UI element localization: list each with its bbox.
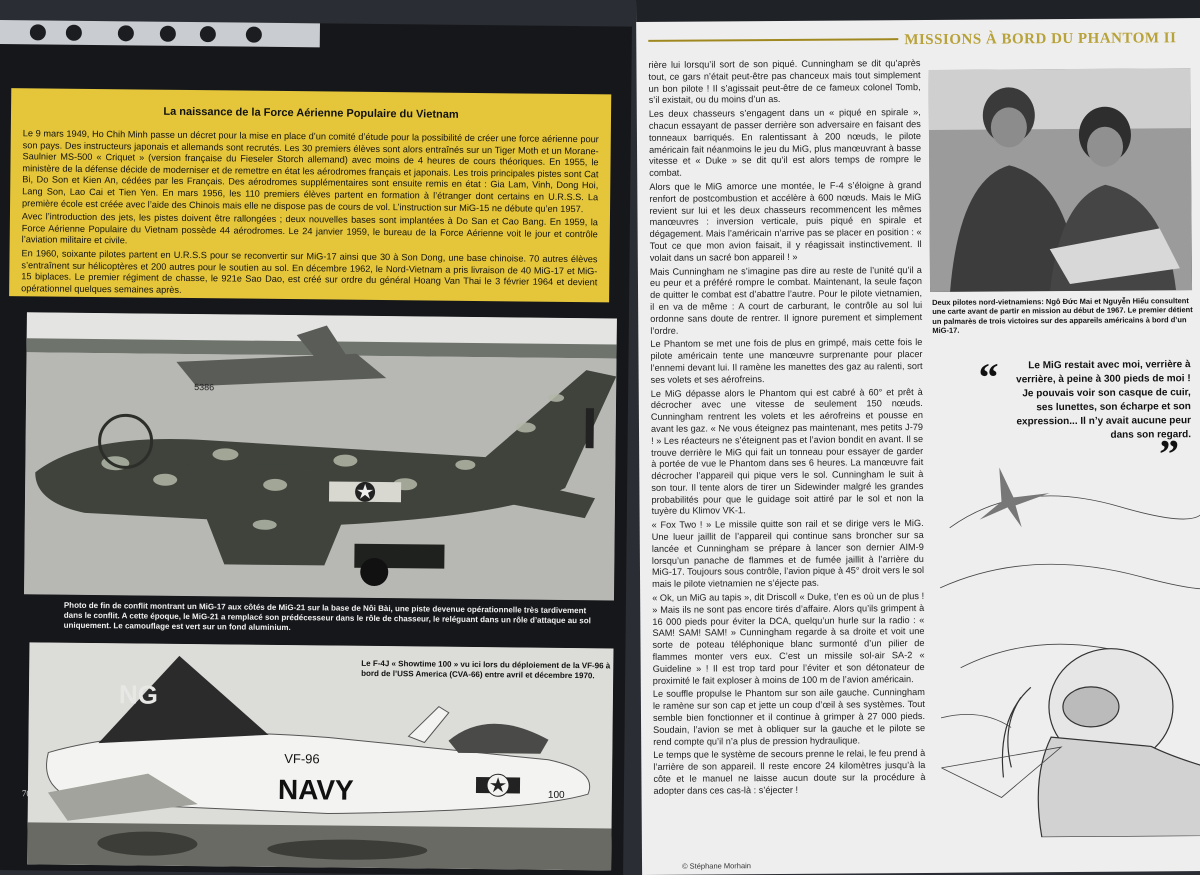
intro-title: La naissance de la Force Aérienne Populaire du Vietnam — [163, 105, 459, 121]
intro-text — [21, 128, 599, 300]
pilot-sketch-illustration — [939, 466, 1200, 838]
article-paragraph: Alors que le MiG amorce une montée, le F-4 s’éloigne à grand renfort de postcombustion et accélère à 600 nœuds. Mais le MiG revient sur lui et les deux chasseurs recommencent les mêmes manœuvres : inversion verticale, puis piqué en spirale et dégagement. Mais l’américain n’arrive pas se placer en position : « Tout ce que mon avion faisait, il y réagissait instinctivement. Il volait dans un sacré bon appareil ! » — [649, 179, 922, 263]
binder-hole-icon — [200, 26, 216, 42]
photo2-side-text: NAVY — [277, 773, 354, 806]
pull-quote: Le MiG restait avec moi, verrière à verrière, à peine à 300 pieds de moi ! Je pouvais voir son casque de cuir, ses lunettes, son écharpe et son expression... Il n’y avait aucune peur dans son regard. — [1016, 359, 1192, 441]
photo-mig17 — [24, 312, 617, 600]
binder-hole-icon — [246, 27, 262, 43]
section-title: MISSIONS À BORD DU PHANTOM II — [904, 30, 1177, 49]
photo2-modex: 100 — [547, 789, 565, 801]
photo2-squadron: VF-96 — [284, 751, 320, 767]
intro-paragraph: Avec l’introduction des jets, les pistes doivent être rallongées ; deux nouvelles bases sont implantées à Do San et Cao Bang. En 1959, la Force Aérienne Populaire du Vietnam possède 44 aérodromes. Le 24 janvier 1959, le bureau de la Force Aérienne voit le jour et contrôle l’aviation militaire et civile. — [21, 211, 598, 246]
photo-pilots — [928, 68, 1192, 292]
left-page — [0, 20, 632, 875]
article-paragraph: Le souffle propulse le Phantom sur son aile gauche. Cunningham le ramène sur son cap et jette un coup d’œil à ses systèmes. Tout semble bien fonctionner et il continue à grimper à 27 000 pieds. Soudain, l’avion se met à obliquer sur la gauche et le pilote se rend compte qu’il n’a plus de pression hydraulique. — [652, 687, 926, 747]
header-rule — [648, 38, 898, 42]
quote-close-icon: ” — [1159, 431, 1180, 477]
article-paragraph: Le temps que le système de secours prenne le relai, le feu prend à l’arrière de son appareil. Il reste encore 24 kilomètres jusqu’à la côte et le manuel ne laisse aucun doute sur la procédure à adopter dans ces cas-là : s’éjecter ! — [653, 748, 926, 796]
article-paragraph: Le MiG dépasse alors le Phantom qui est cabré à 60° et prêt à décrocher avec une vitesse de seulement 150 nœuds. Cunningham rentrent les volets et les aérofreins et pousse en avant les gaz. « Ne vous éteignez pas maintenant, mes petits J-79 ! » Les réacteurs ne s’éteignent pas et l’avion bondit en avant. Il se trouve derrière le MiG qui fait un tonneau pour essayer de garder à portée de vue le Phantom dans ses 6 heures. La manœuvre fait décrocher l’appareil qui pique vers le sol. Cunningham le suit à son tour. Il tente alors de tirer un Sidewinder malgré les grandes probabilités pour que le guidage soit attiré par le sol et non la tuyère du Klimov VK-1. — [650, 386, 924, 517]
article-paragraph: « Fox Two ! » Le missile quitte son rail et se dirige vers le MiG. Une lueur jaillit de l’appareil qui continue sans broncher sur sa lancée et Cunningham se prépare à lancer son dernier AIM-9 lorsqu’un panache de flammes et de fumée jaillit à l’arrière du MiG-17. Toujours sous contrôle, l’avion pique à 45° droit vers le sol mais le pilote vietnamien ne s’éjecte pas. — [651, 518, 925, 590]
article-paragraph: Mais Cunningham ne s’imagine pas dire au reste de l’unité qu’il a eu peur et a préféré rompre le combat. Maintenant, la seule façon de quitter le combat est d’abattre l’autre. Pour le pilote vietnamien, il en va de même : A court de carburant, le contrôle au sol lui ordonne sans doute de rentrer. Il ignore purement et simplement l’ordre. — [649, 264, 923, 336]
intro-paragraph: En 1960, soixante pilotes partent en U.R.S.S pour se reconvertir sur MiG-17 ainsi que 30 à Son Dong, une base chinoise. 70 autres élèves s’entraînent sur hélicoptères et 200 autres pour le soutien au sol. En décembre 1962, le Nord-Vietnam a pris livraison de 40 MiG-17 et MiG-15 biplaces. Le premier régiment de chasse, le 921e Sao Dao, est créé sur ordre du général Hoang Van Thai le 3 février 1964 et devient opérationnel quelques semaines après. — [21, 248, 598, 295]
page-number: 70 — [21, 788, 31, 799]
right-page — [636, 0, 1200, 875]
photo1-caption: Photo de fin de conflit montrant un MiG-17 aux côtés de MiG-21 sur la base de Nôi Bài, une piste devenue opérationnelle très tardivement dans le conflit. A cette époque, le MiG-21 a remplacé son prédécesseur dans le rôle de chasseur, le reléguant dans un rôle d’attaque au sol uniquement. Le camouflage est vert sur un fond aluminium. — [63, 600, 591, 633]
binder-hole-icon — [118, 25, 134, 41]
binder-hole-icon — [160, 26, 176, 42]
pilots-photo-illustration — [928, 68, 1192, 292]
binder-hole-icon — [66, 25, 82, 41]
intro-paragraph: Le 9 mars 1949, Ho Chih Minh passe un décret pour la mise en place d’un comité d’étude pour la possibilité de créer une force aérienne pour son pays. Des instructeurs japonais et allemands sont recrutés. Les 30 premiers élèves sont alors entraînés sur un Tiger Moth et un Morane-Saulnier MS-500 « Criquet » (version française du Fieseler Storch allemand) avec moins de 4 heures de cours théoriques. En 1955, le ministère de la défense décide de moderniser et de remettre en état les aérodromes français et japonais. Les trois principales pistes sont Cat Bi, Do Son et Kien An, cédées par les Français. Des aérodromes supplémentaires sont ensuite remis en état : Gia Lam, Vinh, Dong Hoi, Lang Son, Lao Cai et Tien Yen. En mars 1956, les 110 premiers élèves partent en formation à l’étranger dont certains en U.R.S.S. La première école est créée avec l’aide des Chinois mais elle ne dispose pas de cours de vol. L’instruction sur MiG-15 ne débute qu’en 1957. — [22, 128, 599, 214]
quote-open-icon: “ — [978, 354, 999, 400]
mig17-photo-illustration — [24, 312, 617, 600]
article-body — [648, 58, 925, 799]
article-paragraph: rière lui lorsqu’il sort de son piqué. Cunningham se dit qu’après tout, ce gars n’était peut-être pas chanceux mais tout simplement un bon pilote ! Il s’agissait peut-être de ce fameux colonel Tomb, s’il existait, ou du moins d’un as. — [648, 58, 921, 106]
pilots-caption: Deux pilotes nord-vietnamiens: Ngô Đức Mai et Nguyễn Hiểu consultent une carte avant de partir en mission au début de 1967. Le premier détient un palmarès de trois victoires sur des appareils américains à bord d’un MiG-17. — [932, 296, 1193, 336]
binder-strip — [0, 20, 320, 47]
binder-hole-icon — [30, 24, 46, 40]
header-band — [636, 0, 1200, 22]
article-paragraph: Les deux chasseurs s’engagent dans un « piqué en spirale », chacun essayant de passer derrière son adversaire en faisant des tonneaux barriqués. En ralentissant à 200 nœuds, le pilote américain fait néanmoins le jeu du MiG, plus manœuvrant à basse vitesse et « Duke » se dit qu’il est alors temps de rompre le combat. — [648, 107, 922, 179]
intro-box — [9, 88, 611, 302]
photo1-tail-number: 5386 — [194, 382, 215, 393]
illustration-credit: © Stéphane Morhain — [682, 861, 751, 871]
article-paragraph: Le Phantom se met une fois de plus en grimpé, mais cette fois le pilote américain tente une manœuvre surprenante pour placer l’ennemi devant lui. Il ramène les manettes des gaz au ralenti, sort ses volets et ses aérofreins. — [650, 337, 923, 385]
photo2-tail-code: NG — [118, 679, 159, 710]
photo2-caption: Le F-4J « Showtime 100 » vu ici lors du déploiement de la VF-96 à bord de l’USS America (CVA-66) entre avril et décembre 1970. — [361, 658, 611, 681]
article-paragraph: « Ok, un MiG au tapis », dit Driscoll « Duke, t’en es où un de plus ! » Mais ils ne sont pas encore tirés d’affaire. Alors qu’ils grimpent à 16 000 pieds pour éviter la DCA, quelqu’un hurle sur la radio : « SAM! SAM! SAM! » Cunningham regarde à sa droite et voit une sorte de poteau téléphonique blanc surmonté d’un pilier de flammes monter vers eux. C’est un missile sol-air SA-2 « Guideline » ! Il est trop tard pour l’éviter et son détonateur de proximité le fait exploser à moins de 100 m de l’avion américain. — [652, 591, 925, 686]
